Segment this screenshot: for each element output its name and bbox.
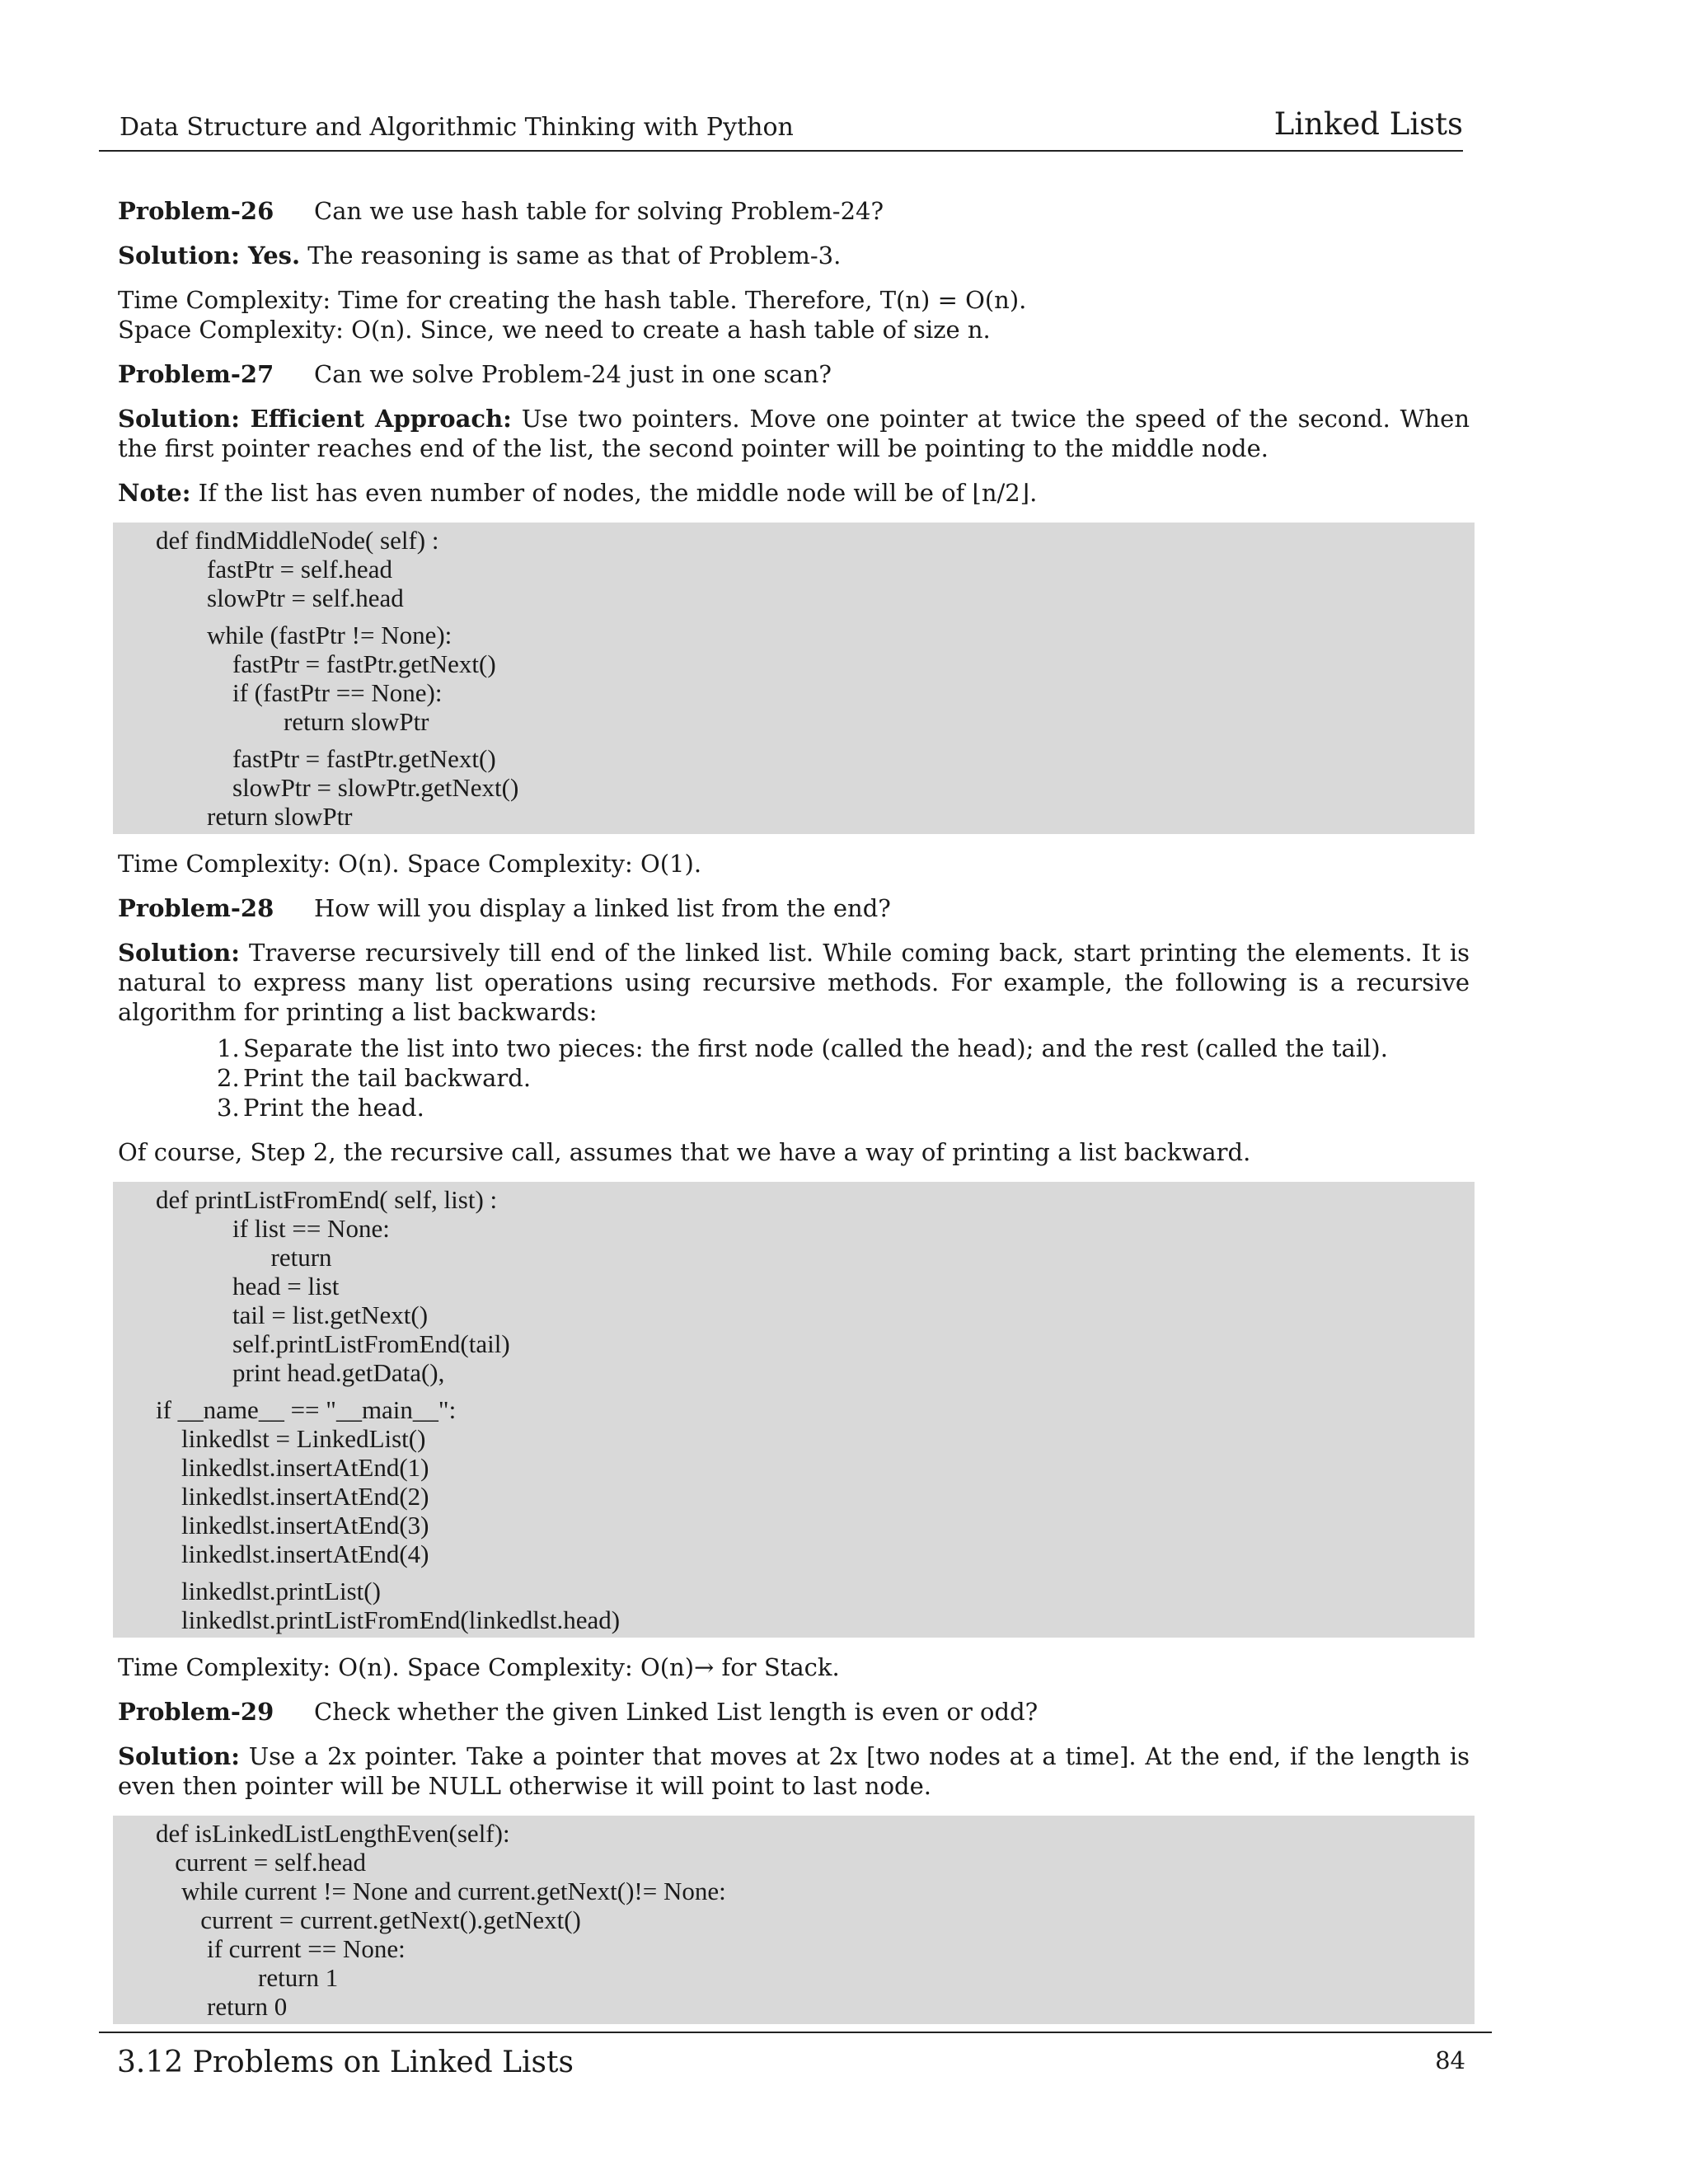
note-label: Note: (118, 479, 191, 507)
complexity-paragraph: Time Complexity: O(n). Space Complexity: O(n)→ for Stack. (118, 1653, 840, 1681)
solution-paragraph (118, 241, 1470, 270)
time-complexity: Time Complexity: Time for creating the hash table. Therefore, T(n) = O(n). (118, 286, 1027, 314)
code-line: fastPtr = fastPtr.getNext() (156, 744, 496, 773)
code-gap (156, 1387, 1475, 1395)
code-line: linkedlst.printList() (156, 1577, 381, 1605)
problem-label: Problem-26 (118, 197, 274, 225)
page-content (118, 196, 1470, 2039)
code-line: self.printListFromEnd(tail) (156, 1329, 510, 1358)
code-line: linkedlst.insertAtEnd(4) (156, 1540, 429, 1568)
code-line: fastPtr = self.head (156, 555, 392, 583)
solution-paragraph (118, 938, 1470, 1027)
code-line: return slowPtr (156, 707, 429, 736)
code-line: def printListFromEnd( self, list) : (156, 1185, 498, 1214)
code-line: if current == None: (156, 1934, 406, 1963)
solution-label: Solution: (118, 939, 240, 967)
code-line: if list == None: (156, 1214, 390, 1243)
code-line: while current != None and current.getNext()!= None: (156, 1877, 726, 1905)
problem-26 (118, 196, 1470, 226)
solution-text: Use two pointers. Move one pointer at twice the speed of the second. When the first pointer reaches end of the list, the second pointer will be pointing to the middle node. (118, 405, 1470, 462)
code-line: linkedlst.insertAtEnd(3) (156, 1511, 429, 1540)
problem-label: Problem-29 (118, 1698, 274, 1726)
code-line: return (156, 1243, 332, 1272)
code-line: return 1 (156, 1963, 339, 1992)
list-item: 1. Separate the list into two pieces: the first node (called the head); and the rest (called the tail). (217, 1034, 1388, 1062)
ordered-list (217, 1033, 1470, 1122)
problem-question: Check whether the given Linked List length is even or odd? (314, 1698, 1039, 1726)
code-gap (156, 612, 1475, 621)
complexity-paragraph: Time Complexity: O(n). Space Complexity: O(1). (118, 850, 702, 878)
solution-label: Solution: Efficient Approach: (118, 405, 512, 433)
chapter-title: Linked Lists (1273, 106, 1463, 142)
solution-label: Solution: (118, 1742, 240, 1770)
note-paragraph (118, 478, 1470, 508)
code-line: if (fastPtr == None): (156, 678, 443, 707)
paragraph: Of course, Step 2, the recursive call, assumes that we have a way of printing a list backward. (118, 1138, 1251, 1166)
solution-text: Traverse recursively till end of the linked list. While coming back, start printing the elements. It is natural to express many list operations using recursive methods. For example, the following is a recursive algorithm for printing a list backwards: (118, 939, 1470, 1026)
code-line: tail = list.getNext() (156, 1301, 429, 1329)
solution-text: The reasoning is same as that of Problem-3. (300, 241, 842, 269)
solution-paragraph (118, 404, 1470, 463)
code-line: slowPtr = slowPtr.getNext() (156, 773, 519, 802)
problem-label: Problem-27 (118, 360, 274, 388)
code-block (113, 1182, 1475, 1638)
code-line: def isLinkedListLengthEven(self): (156, 1819, 510, 1848)
code-line: if __name__ == "__main__": (156, 1395, 457, 1424)
code-line: current = self.head (156, 1848, 367, 1877)
code-block (113, 1816, 1475, 2024)
problem-27 (118, 359, 1470, 389)
page-header (99, 105, 1463, 152)
problem-29 (118, 1697, 1470, 1727)
page-footer (99, 2032, 1492, 2079)
code-line: return slowPtr (156, 802, 353, 831)
page-number: 84 (1435, 2046, 1465, 2074)
complexity-paragraph (118, 285, 1470, 344)
code-line: linkedlst = LinkedList() (156, 1424, 426, 1453)
list-item: 3. Print the head. (217, 1094, 424, 1122)
problem-question: Can we use hash table for solving Problem-24? (314, 197, 884, 225)
code-line: linkedlst.printListFromEnd(linkedlst.head) (156, 1605, 621, 1634)
section-title: 3.12 Problems on Linked Lists (117, 2046, 574, 2079)
solution-text: Use a 2x pointer. Take a pointer that moves at 2x [two nodes at a time]. At the end, if the length is even then pointer will be NULL otherwise it will point to last node. (118, 1742, 1470, 1800)
code-line: print head.getData(), (156, 1358, 445, 1387)
code-block (113, 523, 1475, 834)
problem-question: How will you display a linked list from the end? (314, 894, 891, 922)
code-line: linkedlst.insertAtEnd(2) (156, 1482, 429, 1511)
code-line: head = list (156, 1272, 340, 1301)
code-line: while (fastPtr != None): (156, 621, 452, 649)
book-title: Data Structure and Algorithmic Thinking with Python (120, 113, 794, 142)
solution-label: Solution: Yes. (118, 241, 301, 269)
code-line: fastPtr = fastPtr.getNext() (156, 649, 496, 678)
code-line: def findMiddleNode( self) : (156, 526, 439, 555)
list-item: 2. Print the tail backward. (217, 1064, 532, 1092)
code-line: return 0 (156, 1992, 288, 2021)
code-gap (156, 736, 1475, 744)
code-line: current = current.getNext().getNext() (156, 1905, 581, 1934)
problem-label: Problem-28 (118, 894, 274, 922)
note-text: If the list has even number of nodes, the middle node will be of ⌊n/2⌋. (190, 479, 1038, 507)
space-complexity: Space Complexity: O(n). Since, we need to create a hash table of size n. (118, 316, 991, 344)
solution-paragraph (118, 1741, 1470, 1801)
code-line: slowPtr = self.head (156, 583, 404, 612)
code-line: linkedlst.insertAtEnd(1) (156, 1453, 429, 1482)
problem-28 (118, 893, 1470, 923)
code-gap (156, 1568, 1475, 1577)
problem-question: Can we solve Problem-24 just in one scan? (314, 360, 832, 388)
